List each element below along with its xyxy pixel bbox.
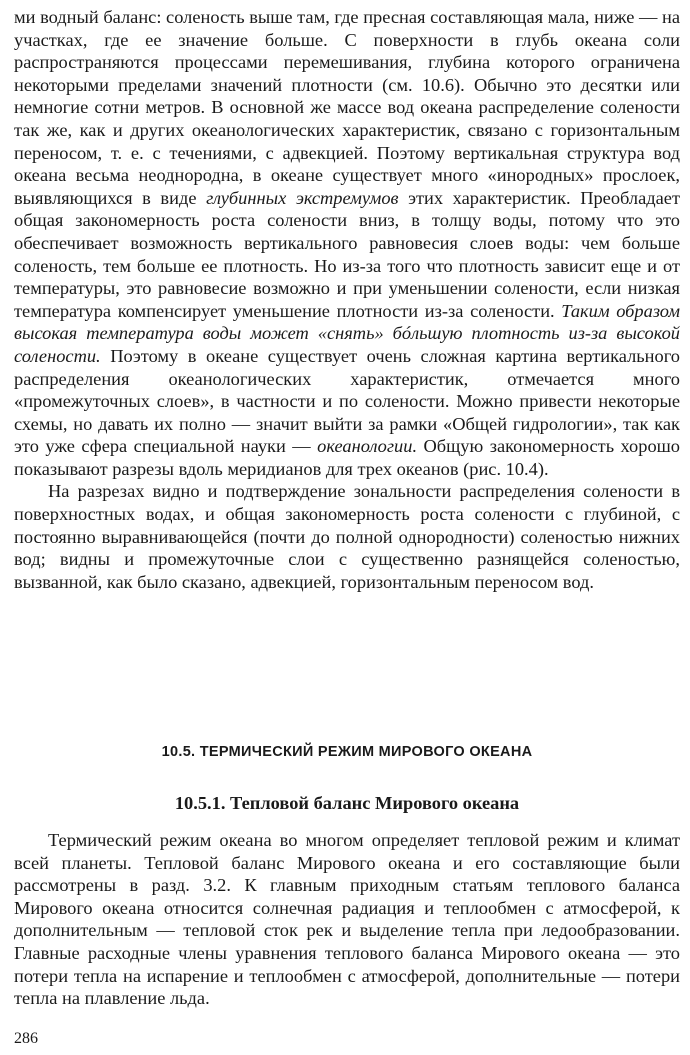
paragraph-sections: На разрезах видно и подтверждение зональности распределения солености в поверхностных водах, и общая закономерность роста солености с глубиной, с постоянно выравнивающейся (почти до полной однородности) соленостью нижних вод; видны и промежуточные слои с существенно разнящейся соленостью, вызванной, как было сказано, адвекцией, горизонтальным переносом вод. bbox=[14, 481, 680, 592]
book-page bbox=[14, 6, 680, 1047]
text-run: Поэтому в океане существует очень сложная картина вертикального распределения океанологических характеристик, отмечается много «промежуточных слоев», в частности и по солености. Можно привести некоторые схемы, но давать их полно — значит выйти за рамки «Общей гидрологии», так как это уже сфера специальной науки — bbox=[14, 345, 680, 457]
italic-term-oceanology: океанологии. bbox=[317, 436, 418, 457]
italic-term-deep-extrema: глубинных экстремумов bbox=[206, 187, 399, 208]
text-run: этих характеристик. Преобладает общая закономерность роста солености вниз, в толщу воды, потому что это обеспечивает возможность вертикального равновесия слоев воды: чем больше соленость, тем больше ее плотность. Но из-за того что плотность зависит еще и от температуры, это равновесие возможно и при уменьшении солености, если низкая температура компенсирует уменьшение плотности из-за солености. bbox=[14, 187, 680, 321]
text-run: ми водный баланс: соленость выше там, где пресная составляющая мала, ниже — на участках, где ее значение больше. С поверхности в глубь океана соли распространяются процессами перемешивания, глубина которого ограничена некоторыми пределами значений плотности (см. 10.6). Обычно это десятки или немногие сотни метров. В основной же массе вод океана распределение солености так же, как и других океанологических характеристик, связано с горизонтальным переносом, т. е. с течениями, с адвекцией. Поэтому вертикальная структура вод океана весьма неоднородна, в океане существует много «инородных» прослоек, выявляющихся в виде bbox=[14, 7, 680, 208]
italic-statement-temperature: Таким образом высокая температура воды может «снять» бóльшую плотность из-за высокой солености. bbox=[14, 300, 680, 366]
paragraph-salinity bbox=[14, 6, 680, 480]
text-run: Общую закономерность хорошо показывают разрезы вдоль меридианов для трех океанов (рис. 10.4). bbox=[14, 436, 680, 479]
section-heading: 10.5. ТЕРМИЧЕСКИЙ РЕЖИМ МИРОВОГО ОКЕАНА bbox=[161, 744, 533, 760]
paragraph-heat-balance: Термический режим океана во многом определяет тепловой режим и климат всей планеты. Тепловой баланс Мирового океана и его составляющие были рассмотрены в разд. 3.2. К главным приходным статьям теплового баланса Мирового океана относится солнечная радиация и теплообмен с атмосферой, к дополнительным — тепловой сток рек и выделение тепла при ледообразовании. Главные расходные члены уравнения теплового баланса Мирового океана — это потери тепла на испарение и теплообмен с атмосферой, дополнительные — потери тепла на плавление льда. bbox=[14, 830, 680, 1009]
page-number: 286 bbox=[14, 1030, 38, 1047]
subsection-heading: 10.5.1. Тепловой баланс Мирового океана bbox=[174, 793, 520, 813]
